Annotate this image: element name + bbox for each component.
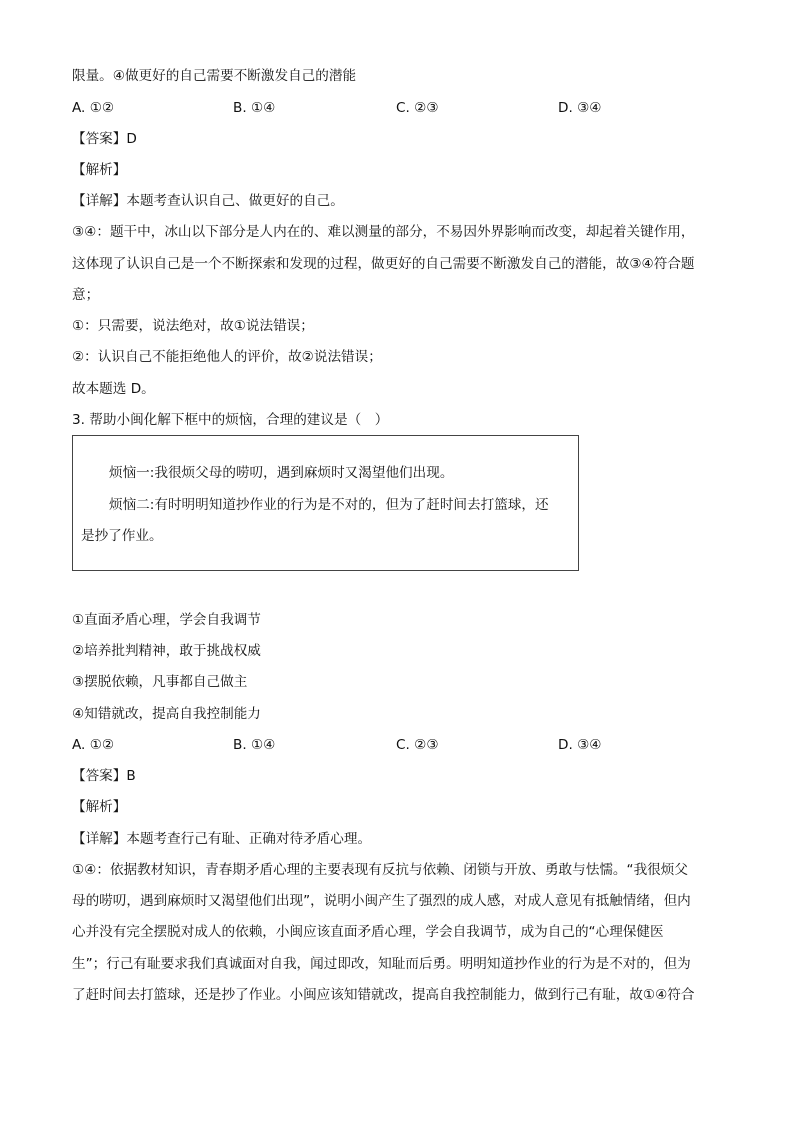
q3-option-a: A. ①② (72, 737, 115, 753)
q3-worry-two: 烦恼二:有时明明知道抄作业的行为是不对的，但为了赶时间去打篮球，还 (109, 497, 549, 513)
q3-explanation-line: 母的唠叨，遇到麻烦时又渴望他们出现”，说明小闽产生了强烈的成人感，对成人意见有抵触情绪，但内 (72, 893, 691, 909)
q3-choice-item: ③摆脱依赖，凡事都自己做主 (72, 674, 248, 690)
q2-option-c: C. ②③ (396, 100, 439, 116)
q3-explanation-line: 了赶时间去打篮球，还是抄了作业。小闽应该知错就改，提高自我控制能力，做到行己有耻，故①④符合 (72, 987, 695, 1003)
q2-option-d: D. ③④ (558, 100, 602, 116)
q3-worry-one: 烦恼一:我很烦父母的唠叨，遇到麻烦时又渴望他们出现。 (109, 465, 454, 481)
q3-worry-two-cont: 是抄了作业。 (81, 528, 163, 544)
q2-explanation-line: ③④：题干中，冰山以下部分是人内在的、难以测量的部分，不易因外界影响而改变，却起着关键作用， (72, 224, 695, 240)
q3-explanation-line: ①④：依据教材知识，青春期矛盾心理的主要表现有反抗与依赖、闭锁与开放、勇敢与怯懦。“我很烦父 (72, 862, 688, 878)
q3-stem: 3. 帮助小闽化解下框中的烦恼，合理的建议是（ ） (72, 412, 389, 428)
q2-explanation-line: 意； (72, 287, 100, 303)
q2-explanation-line: 这体现了认识自己是一个不断探索和发现的过程，做更好的自己需要不断激发自己的潜能，故③④符合题 (72, 256, 695, 272)
q3-answer: 【答案】B (72, 768, 136, 784)
q2-explanation-line: ②：认识自己不能拒绝他人的评价，故②说法错误； (72, 349, 382, 365)
q2-detail: 【详解】本题考查认识自己、做更好的自己。 (72, 193, 344, 209)
q2-answer: 【答案】D (72, 131, 137, 147)
q2-explanation-line: ①：只需要，说法绝对，故①说法错误； (72, 318, 314, 334)
q3-choice-item: ②培养批判精神，敢于挑战权威 (72, 643, 261, 659)
q2-conclusion: 故本题选 D。 (72, 381, 155, 397)
q3-option-d: D. ③④ (558, 737, 602, 753)
q3-explanation-line: 生”；行己有耻要求我们真诚面对自我，闻过即改，知耻而后勇。明明知道抄作业的行为是不对的，但为 (72, 956, 691, 972)
q2-option-a: A. ①② (72, 100, 115, 116)
q3-option-c: C. ②③ (396, 737, 439, 753)
q2-analysis-heading: 【解析】 (72, 162, 127, 178)
q3-choice-item: ①直面矛盾心理，学会自我调节 (72, 612, 261, 628)
q3-worries-box (72, 435, 579, 571)
q3-choice-item: ④知错就改，提高自我控制能力 (72, 706, 261, 722)
q3-option-b: B. ①④ (233, 737, 276, 753)
q3-detail: 【详解】本题考查行己有耻、正确对待矛盾心理。 (72, 831, 372, 847)
q3-explanation-line: 心并没有完全摆脱对成人的依赖，小闽应该直面矛盾心理，学会自我调节，成为自己的“心理保健医 (72, 924, 664, 940)
q3-analysis-heading: 【解析】 (72, 799, 127, 815)
q2-stem-tail: 限量。④做更好的自己需要不断激发自己的潜能 (72, 68, 357, 84)
q2-option-b: B. ①④ (233, 100, 276, 116)
